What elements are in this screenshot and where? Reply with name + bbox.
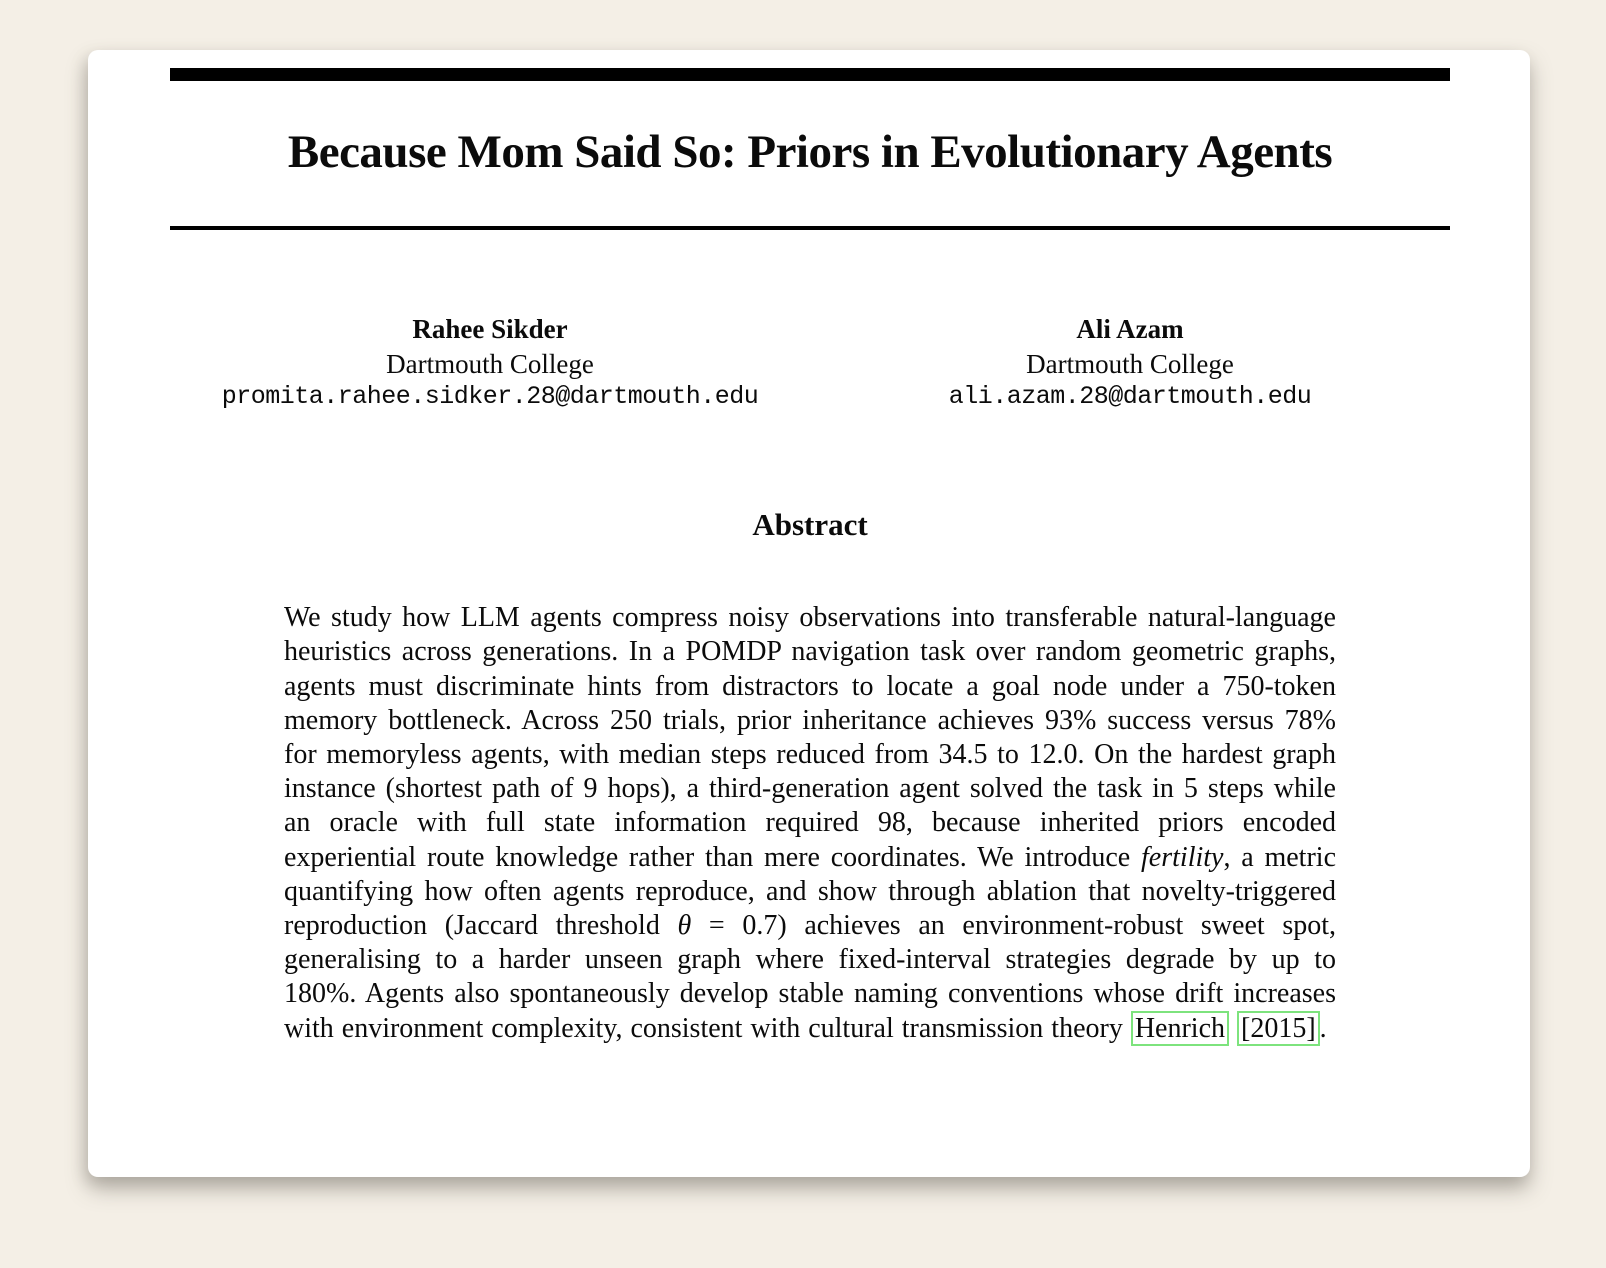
paper-page xyxy=(88,50,1530,1177)
author xyxy=(810,312,1450,413)
author-name: Ali Azam xyxy=(1076,314,1184,345)
citation-link[interactable]: Henrich xyxy=(1131,1011,1229,1046)
abstract-segment: θ xyxy=(677,909,692,941)
title-rule-top xyxy=(170,68,1450,81)
author-affiliation: Dartmouth College xyxy=(1026,348,1234,379)
abstract-segment: = 0.7) achieves an environment-robust sweet spot, generalising to a harder unseen graph where fixed-interval strategies degrade by up to 180%. Agents also spontaneously develop stable naming conventions whose drift increases with environment complexity, consistent with cultural transmission theory xyxy=(284,909,1336,1044)
abstract-text xyxy=(284,601,1336,1046)
paper-title: Because Mom Said So: Priors in Evolutionary Agents xyxy=(287,126,1333,178)
abstract-segment: , a metric quantifying how often agents reproduce, and show through ablation that novelty-triggered reproduction (Jaccard threshold xyxy=(284,841,1336,941)
author-email: promita.rahee.sidker.28@dartmouth.edu xyxy=(221,382,759,412)
abstract-heading: Abstract xyxy=(752,507,868,543)
author xyxy=(170,312,810,413)
title-rule-bottom xyxy=(170,226,1450,230)
abstract-segment: . xyxy=(1319,1012,1327,1044)
abstract-segment: We study how LLM agents compress noisy observations into transferable natural-language heuristics across generations. In a POMDP navigation task over random geometric graphs, agents must discriminate hints from distractors to locate a goal node under a 750-token memory bottleneck. Across 250 trials, prior inheritance achieves 93% success versus 78% for memoryless agents, with median steps reduced from 34.5 to 12.0. On the hardest graph instance (shortest path of 9 hops), a third-generation agent solved the task in 5 steps while an oracle with full state information required 98, because inherited priors encoded experiential route knowledge rather than mere coordinates. We introduce xyxy=(284,602,1336,873)
citation-link[interactable]: [2015] xyxy=(1237,1011,1320,1046)
abstract-segment xyxy=(1229,1013,1237,1044)
author-name: Rahee Sikder xyxy=(412,314,568,345)
author-email: ali.azam.28@dartmouth.edu xyxy=(948,382,1312,412)
author-block xyxy=(170,312,1450,413)
author-affiliation: Dartmouth College xyxy=(386,348,594,379)
abstract-segment: fertility xyxy=(1141,841,1224,873)
